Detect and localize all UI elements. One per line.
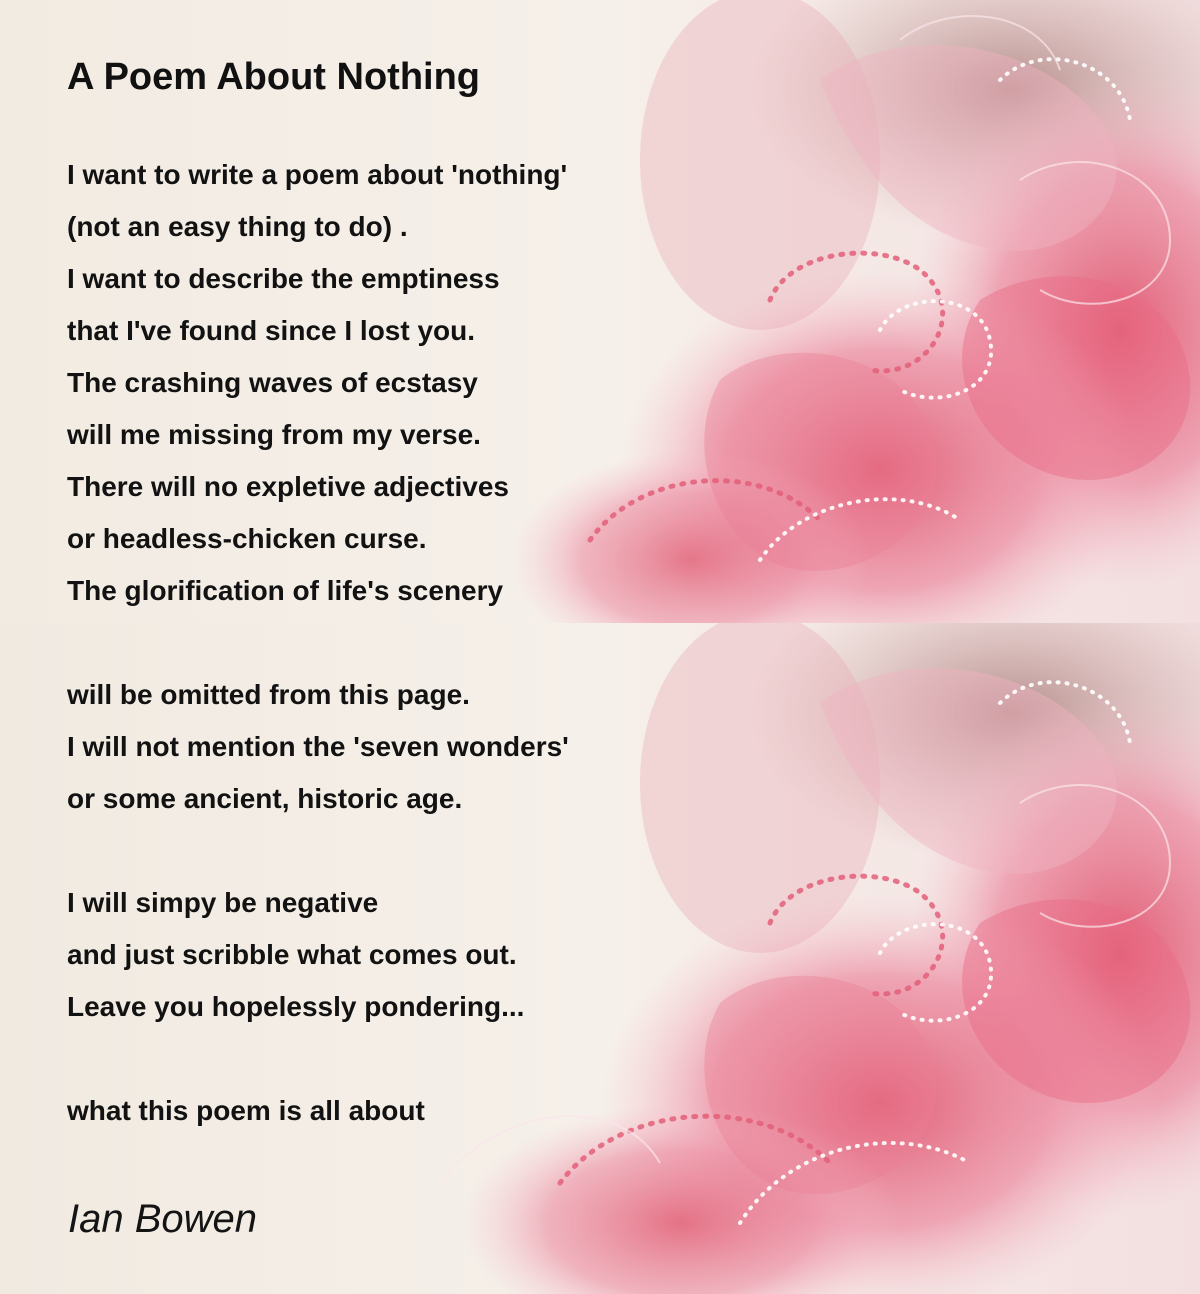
poem-line: or some ancient, historic age. — [67, 783, 463, 814]
poem-line: The glorification of life's scenery — [67, 575, 504, 606]
poem-title: A Poem About Nothing — [67, 56, 481, 98]
poem-line: The crashing waves of ecstasy — [67, 367, 478, 398]
poem-line: I want to write a poem about 'nothing' — [67, 159, 568, 190]
poem-line: There will no expletive adjectives — [67, 471, 509, 502]
poem-line: I want to describe the emptiness — [67, 263, 500, 294]
poem-line: will me missing from my verse. — [67, 419, 481, 450]
poem-line: I will not mention the 'seven wonders' — [67, 731, 569, 762]
poem-line: what this poem is all about — [67, 1095, 425, 1126]
poem-line: and just scribble what comes out. — [67, 939, 517, 970]
poem-line: will be omitted from this page. — [67, 679, 470, 710]
poem-line: that I've found since I lost you. — [67, 315, 476, 346]
poem-line: I will simpy be negative — [67, 887, 379, 918]
poem-line: (not an easy thing to do) . — [67, 211, 408, 242]
poem-author: Ian Bowen — [68, 1197, 258, 1241]
poem-line: or headless-chicken curse. — [67, 523, 427, 554]
poem-line: Leave you hopelessly pondering... — [67, 991, 525, 1022]
